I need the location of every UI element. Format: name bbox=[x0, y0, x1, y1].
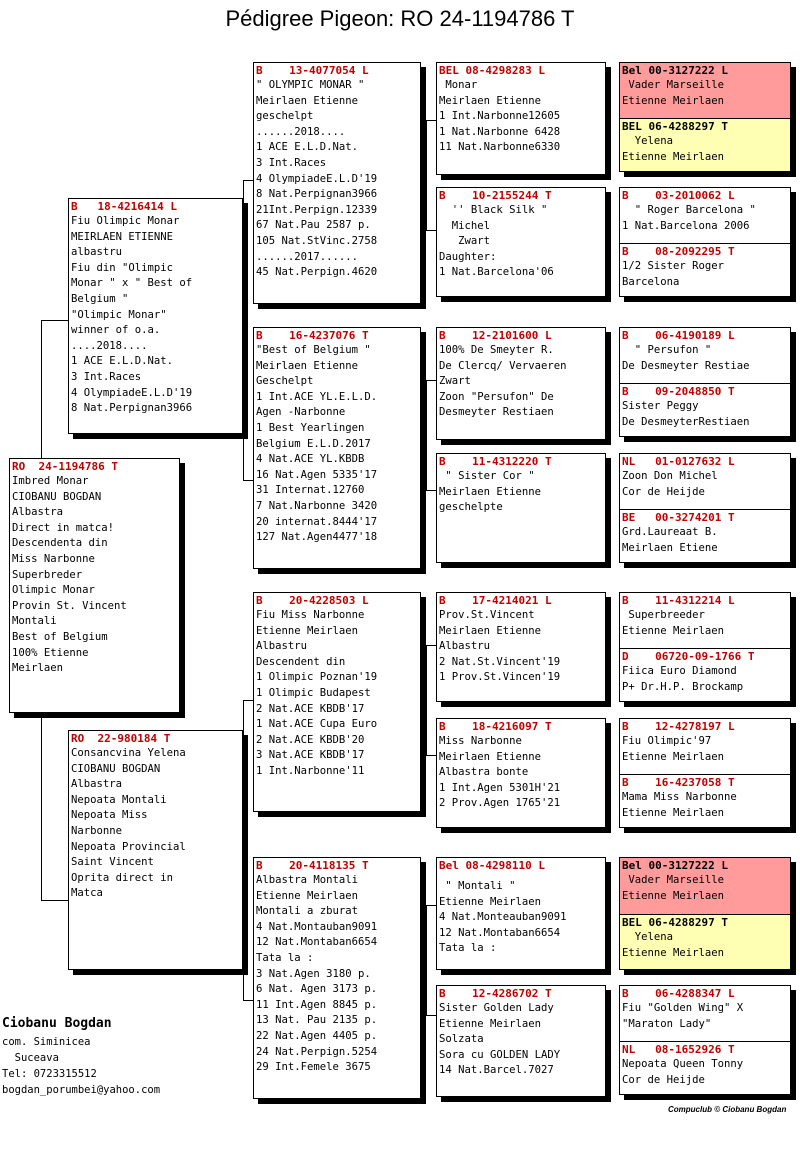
pigeon-card-gen4-pair-2 bbox=[619, 187, 791, 297]
card-line: 14 Nat.Barcel.7027 bbox=[439, 1064, 554, 1077]
connector-line bbox=[243, 180, 244, 480]
card-line: 2 Prov.Agen 1765'21 bbox=[439, 797, 561, 810]
pigeon-card-grandsire-2 bbox=[253, 592, 421, 812]
connector-line bbox=[610, 755, 611, 795]
connector-line bbox=[610, 100, 611, 150]
ring-number: NL 01-0127632 L bbox=[622, 455, 735, 468]
card-line: 1 Nat.Narbonne 6428 bbox=[439, 125, 561, 138]
card-line: De Clercq/ Vervaeren bbox=[439, 359, 567, 372]
pigeon-card-gen3-8 bbox=[436, 985, 606, 1097]
card-line: Yelena bbox=[622, 135, 674, 147]
card-line: Montali a zburat bbox=[256, 905, 359, 918]
ring-number: RO 24-1194786 T bbox=[12, 460, 118, 473]
ring-number: B 06-4190189 L bbox=[622, 329, 735, 342]
card-line: Olimpic Monar bbox=[12, 584, 95, 597]
pigeon-card-gen4-pair-3 bbox=[619, 327, 791, 437]
card-line: CIOBANU BOGDAN bbox=[12, 490, 102, 503]
card-line: Narbonne bbox=[71, 824, 123, 837]
card-line: 1 Nat.Barcelona'06 bbox=[439, 266, 554, 279]
card-line: Provin St. Vincent bbox=[12, 599, 127, 612]
card-line: 4 Nat.Monteauban9091 bbox=[439, 911, 567, 924]
card-line: Etienne Meirlaen bbox=[439, 1017, 542, 1030]
card-line: 24 Nat.Perpign.5254 bbox=[256, 1045, 378, 1058]
footer-credit: Compuclub © Ciobanu Bogdan bbox=[668, 1105, 787, 1114]
card-line: Zoon Don Michel bbox=[622, 470, 718, 482]
card-line: Nepoata Queen Tonny bbox=[622, 1058, 744, 1070]
card-line: ......2018.... bbox=[256, 125, 346, 138]
card-line: Best of Belgium bbox=[12, 630, 108, 643]
pigeon-card-gen4 bbox=[620, 986, 790, 1041]
pigeon-card-gen4 bbox=[620, 454, 790, 509]
card-line: " Sister Cor " bbox=[439, 470, 535, 482]
pigeon-card-gen4 bbox=[620, 1041, 790, 1095]
card-line: geschelpte bbox=[439, 501, 503, 514]
pigeon-card-subject bbox=[9, 458, 180, 713]
ring-number: B 12-4286702 T bbox=[439, 987, 552, 1000]
pigeon-card-gen4 bbox=[620, 63, 790, 118]
connector-line bbox=[610, 230, 611, 270]
connector-line bbox=[426, 755, 436, 756]
ring-number: NL 08-1652926 T bbox=[622, 1043, 735, 1056]
card-line: CIOBANU BOGDAN bbox=[71, 762, 161, 775]
card-line: Etienne Meirlaen bbox=[622, 750, 725, 763]
pigeon-card-gen4 bbox=[620, 509, 790, 563]
card-line: "Maraton Lady" bbox=[622, 1017, 712, 1030]
pigeon-card-dam bbox=[68, 730, 243, 970]
card-line: Miss Narbonne bbox=[439, 735, 522, 747]
owner-email: bogdan_porumbei@yahoo.com bbox=[2, 1084, 161, 1096]
card-line: Oprita direct in bbox=[71, 871, 174, 884]
card-line: Nepoata Miss bbox=[71, 809, 148, 822]
ring-number: B 16-4237058 T bbox=[622, 776, 735, 789]
card-line: " Roger Barcelona " bbox=[622, 204, 756, 216]
card-line: Tata la : bbox=[439, 942, 497, 955]
card-line: 1 Best Yearlingen bbox=[256, 421, 365, 434]
pigeon-card-gen4 bbox=[620, 118, 790, 172]
card-line: '' Black Silk " bbox=[439, 204, 548, 216]
card-line: Sora cu GOLDEN LADY bbox=[439, 1048, 561, 1061]
pigeon-card-sire bbox=[68, 198, 243, 434]
card-line: Prov.St.Vincent bbox=[439, 609, 535, 621]
card-line: Solzata bbox=[439, 1033, 484, 1046]
card-line: 100% Etienne bbox=[12, 646, 89, 659]
pigeon-card-gen3-6 bbox=[436, 718, 606, 828]
connector-line bbox=[610, 1015, 611, 1055]
pigeon-card-gen4-pair-6 bbox=[619, 718, 791, 828]
card-line: Montali bbox=[12, 615, 57, 628]
card-line: winner of o.a. bbox=[71, 324, 161, 337]
card-line: 4 Nat.Montauban9091 bbox=[256, 920, 378, 933]
card-line: Agen -Narbonne bbox=[256, 406, 346, 419]
card-line: 4 OlympiadeE.L.D'19 bbox=[256, 172, 378, 185]
card-line: Etienne Meirlaen bbox=[439, 895, 542, 908]
card-line: Meirlaen Etienne bbox=[439, 750, 542, 763]
card-line: Fiu din "Olimpic bbox=[71, 261, 174, 274]
pigeon-card-gen4-pair-1 bbox=[619, 62, 791, 172]
card-line: Etienne Meirlaen bbox=[622, 150, 725, 163]
card-line: MEIRLAEN ETIENNE bbox=[71, 230, 174, 243]
card-line: Grd.Laureaat B. bbox=[622, 526, 718, 538]
pigeon-card-gen4 bbox=[620, 774, 790, 828]
card-line: Superbreder bbox=[12, 568, 83, 581]
ring-number: B 03-2010062 L bbox=[622, 189, 735, 202]
pigeon-card-gen4 bbox=[620, 328, 790, 383]
card-line: 1 ACE E.L.D.Nat. bbox=[71, 355, 174, 368]
card-line: Meirlaen Etienne bbox=[439, 94, 542, 107]
card-line: 1 Int.ACE YL.E.L.D. bbox=[256, 390, 378, 403]
connector-line bbox=[426, 905, 436, 906]
card-line: Meirlaen bbox=[12, 662, 64, 675]
card-line: Direct in matca! bbox=[12, 521, 115, 534]
connector-line bbox=[426, 645, 427, 755]
pigeon-card-gen3-4 bbox=[436, 453, 606, 563]
pigeon-card-gen4-pair-4 bbox=[619, 453, 791, 563]
pigeon-card-gen3-7 bbox=[436, 857, 606, 970]
connector-line bbox=[610, 625, 611, 675]
connector-line bbox=[41, 320, 42, 460]
page-title: Pédigree Pigeon: RO 24-1194786 T bbox=[225, 6, 575, 31]
card-line: ....2018.... bbox=[71, 339, 148, 352]
connector-line bbox=[426, 230, 436, 231]
card-line: 12 Nat.Montaban6654 bbox=[256, 936, 378, 949]
connector-line bbox=[610, 885, 611, 935]
connector-line bbox=[41, 900, 68, 901]
card-line: " Persufon " bbox=[622, 344, 712, 356]
card-line: Cor de Heijde bbox=[622, 485, 705, 498]
card-line: 1 Nat.Barcelona 2006 bbox=[622, 219, 750, 232]
card-line: Nepoata Provincial bbox=[71, 840, 186, 853]
ring-number: D 06720-09-1766 T bbox=[622, 650, 755, 663]
card-line: Etienne Meirlaen bbox=[256, 624, 359, 637]
pigeon-card-gen3-2 bbox=[436, 187, 606, 297]
ring-number: BEL 08-4298283 L bbox=[439, 64, 545, 77]
card-line: Consancvina Yelena bbox=[71, 747, 186, 759]
card-line: 31 Internat.12760 bbox=[256, 484, 365, 497]
connector-line bbox=[243, 480, 253, 481]
card-line: Meirlaen Etienne bbox=[439, 485, 542, 498]
card-line: Michel bbox=[439, 219, 491, 232]
card-line: Monar " x " Best of bbox=[71, 277, 193, 290]
card-line: 11 Int.Agen 8845 p. bbox=[256, 998, 378, 1011]
card-line: Desmeyter Restiaen bbox=[439, 406, 554, 419]
card-line: De DesmeyterRestiaen bbox=[622, 415, 750, 428]
card-line: 3 Nat.Agen 3180 p. bbox=[256, 967, 371, 980]
card-line: albastru bbox=[71, 246, 123, 259]
card-line: Descendenta din bbox=[12, 537, 108, 550]
card-line: Sister Golden Lady bbox=[439, 1002, 554, 1014]
ring-number: B 12-2101600 L bbox=[439, 329, 552, 342]
pigeon-card-gen3-1 bbox=[436, 62, 606, 175]
card-line: Matca bbox=[71, 887, 103, 900]
ring-number: B 09-2048850 T bbox=[622, 385, 735, 398]
card-line: Meirlaen Etienne bbox=[439, 624, 542, 637]
card-line: 8 Nat.Perpignan3966 bbox=[71, 402, 193, 415]
card-line: Fiu Olimpic'97 bbox=[622, 735, 712, 747]
ring-number: BEL 06-4288297 T bbox=[622, 120, 728, 133]
owner-address: com. Siminicea bbox=[2, 1036, 91, 1048]
pigeon-card-gen4-pair-7 bbox=[619, 857, 791, 970]
ring-number: B 20-4118135 T bbox=[256, 859, 369, 872]
card-line: 16 Nat.Agen 5335'17 bbox=[256, 468, 378, 481]
card-line: 3 Int.Races bbox=[71, 370, 142, 383]
pigeon-card-gen4 bbox=[620, 858, 790, 914]
pigeon-card-gen3-5 bbox=[436, 592, 606, 702]
card-line: "Olimpic Monar" bbox=[71, 308, 167, 321]
ring-number: B 11-4312214 L bbox=[622, 594, 735, 607]
card-line: Yelena bbox=[622, 931, 674, 943]
card-line: 100% De Smeyter R. bbox=[439, 344, 554, 356]
connector-line bbox=[243, 1000, 253, 1001]
card-line: Superbreeder bbox=[622, 609, 705, 621]
card-line: 4 Nat.ACE YL.KBDB bbox=[256, 453, 365, 466]
connector-line bbox=[426, 490, 436, 491]
card-line: Etienne Meirlaen bbox=[622, 889, 725, 902]
ring-number: BEL 06-4288297 T bbox=[622, 916, 728, 929]
card-line: 2 Nat.ACE KBDB'17 bbox=[256, 702, 365, 715]
pigeon-card-gen4 bbox=[620, 719, 790, 774]
card-line: Meirlaen Etiene bbox=[622, 541, 718, 554]
card-line: 1 Int.Narbonne12605 bbox=[439, 110, 561, 123]
card-line: Zoon "Persufon" De bbox=[439, 390, 554, 403]
ring-number: B 11-4312220 T bbox=[439, 455, 552, 468]
card-line: Meirlaen Etienne bbox=[256, 94, 359, 107]
card-line: Barcelona bbox=[622, 275, 680, 288]
connector-line bbox=[610, 490, 611, 530]
card-line: 22 Nat.Agen 4405 p. bbox=[256, 1029, 378, 1042]
connector-line bbox=[426, 1015, 436, 1016]
card-line: 8 Nat.Perpignan3966 bbox=[256, 188, 378, 201]
card-line: 1 Nat.ACE Cupa Euro bbox=[256, 718, 378, 731]
pigeon-card-gen3-3 bbox=[436, 327, 606, 440]
connector-line bbox=[243, 700, 244, 1000]
ring-number: B 18-4216097 T bbox=[439, 720, 552, 733]
card-line: Sister Peggy bbox=[622, 400, 699, 412]
card-line: 2 Nat.St.Vincent'19 bbox=[439, 655, 561, 668]
card-line: Albastra bonte bbox=[439, 766, 529, 779]
connector-line bbox=[426, 380, 436, 381]
card-line: 1 Prov.St.Vincen'19 bbox=[439, 671, 561, 684]
card-line: 67 Nat.Pau 2587 p. bbox=[256, 219, 371, 232]
connector-line bbox=[243, 700, 253, 701]
card-line: Etienne Meirlaen bbox=[622, 624, 725, 637]
card-line: Albastra bbox=[71, 778, 123, 791]
ring-number: B 12-4278197 L bbox=[622, 720, 735, 733]
ring-number: B 18-4216414 L bbox=[71, 200, 177, 213]
card-line: 1 ACE E.L.D.Nat. bbox=[256, 141, 359, 154]
card-line: Tata la : bbox=[256, 951, 314, 964]
card-line: Fiica Euro Diamond bbox=[622, 665, 737, 677]
card-line: 12 Nat.Montaban6654 bbox=[439, 926, 561, 939]
ring-number: B 20-4228503 L bbox=[256, 594, 369, 607]
owner-phone: Tel: 0723315512 bbox=[2, 1068, 97, 1080]
card-line: P+ Dr.H.P. Brockamp bbox=[622, 680, 744, 693]
ring-number: Bel 00-3127222 L bbox=[622, 859, 728, 872]
connector-line bbox=[41, 700, 42, 900]
connector-line bbox=[426, 120, 436, 121]
card-line: Albastru bbox=[439, 640, 491, 653]
pigeon-card-gen4 bbox=[620, 383, 790, 437]
card-line: 1 Olimpic Poznan'19 bbox=[256, 671, 378, 684]
card-line: Descendent din bbox=[256, 655, 346, 668]
card-line: 127 Nat.Agen4477'18 bbox=[256, 531, 378, 544]
pigeon-card-gen4 bbox=[620, 593, 790, 648]
card-line: Vader Marseille bbox=[622, 79, 725, 91]
card-line: Albastru bbox=[256, 640, 308, 653]
card-line: Fiu Miss Narbonne bbox=[256, 609, 365, 621]
card-line: Etienne Meirlaen bbox=[622, 94, 725, 107]
card-line: 3 Int.Races bbox=[256, 156, 327, 169]
card-line: Meirlaen Etienne bbox=[256, 359, 359, 372]
card-line: Imbred Monar bbox=[12, 475, 89, 487]
card-line: Belgium " bbox=[71, 292, 129, 305]
card-line: 45 Nat.Perpign.4620 bbox=[256, 266, 378, 279]
owner-info bbox=[2, 1014, 160, 1098]
card-line: 1 Olimpic Budapest bbox=[256, 686, 371, 699]
ring-number: B 17-4214021 L bbox=[439, 594, 552, 607]
card-line: " OLYMPIC MONAR " bbox=[256, 79, 365, 91]
card-line: 11 Nat.Narbonne6330 bbox=[439, 141, 561, 154]
card-line: "Best of Belgium " bbox=[256, 344, 371, 356]
card-line: 7 Nat.Narbonne 3420 bbox=[256, 499, 378, 512]
pigeon-card-gen4 bbox=[620, 243, 790, 297]
card-line: 2 Nat.ACE KBDB'20 bbox=[256, 733, 365, 746]
card-line: 3 Nat.ACE KBDB'17 bbox=[256, 749, 365, 762]
ring-number: B 06-4288347 L bbox=[622, 987, 735, 1000]
owner-address: Suceava bbox=[2, 1052, 59, 1064]
pigeon-card-gen4 bbox=[620, 648, 790, 702]
pigeon-card-grandsire-1 bbox=[253, 62, 421, 304]
card-line: Zwart bbox=[439, 375, 471, 388]
card-line: Albastra bbox=[12, 506, 64, 519]
connector-line bbox=[426, 905, 427, 1015]
pigeon-card-granddam-1 bbox=[253, 327, 421, 569]
pigeon-card-gen4-pair-5 bbox=[619, 592, 791, 702]
card-line: 6 Nat. Agen 3173 p. bbox=[256, 983, 378, 996]
card-line: Saint Vincent bbox=[71, 856, 154, 869]
connector-line bbox=[243, 180, 253, 181]
owner-name: Ciobanu Bogdan bbox=[2, 1016, 112, 1031]
card-line: De Desmeyter Restiae bbox=[622, 359, 750, 372]
card-line: 13 Nat. Pau 2135 p. bbox=[256, 1014, 378, 1027]
card-line: Monar bbox=[439, 79, 478, 91]
pigeon-card-gen4-pair-8 bbox=[619, 985, 791, 1095]
pigeon-card-gen4 bbox=[620, 914, 790, 970]
card-line: 29 Int.Femele 3675 bbox=[256, 1061, 371, 1074]
connector-line bbox=[426, 645, 436, 646]
card-line: Belgium E.L.D.2017 bbox=[256, 437, 371, 450]
card-line: 105 Nat.StVinc.2758 bbox=[256, 234, 378, 247]
ring-number: B 10-2155244 T bbox=[439, 189, 552, 202]
card-line: 21Int.Perpign.12339 bbox=[256, 203, 378, 216]
card-line: 20 internat.8444'17 bbox=[256, 515, 378, 528]
card-line: Albastra Montali bbox=[256, 874, 359, 886]
ring-number: BE 00-3274201 T bbox=[622, 511, 735, 524]
ring-number: RO 22-980184 T bbox=[71, 732, 171, 745]
card-line: Vader Marseille bbox=[622, 874, 725, 886]
card-line: Fiu Olimpic Monar bbox=[71, 215, 180, 227]
card-line: " Montali " bbox=[439, 880, 516, 892]
card-line: 1/2 Sister Roger bbox=[622, 260, 725, 272]
card-line: Daughter: bbox=[439, 250, 497, 263]
card-line: 1 Int.Narbonne'11 bbox=[256, 764, 365, 777]
ring-number: B 13-4077054 L bbox=[256, 64, 369, 77]
card-line: Miss Narbonne bbox=[12, 552, 95, 565]
card-line: Zwart bbox=[439, 235, 491, 248]
connector-line bbox=[41, 320, 68, 321]
card-line: Etienne Meirlaen bbox=[256, 889, 359, 902]
connector-line bbox=[610, 360, 611, 410]
card-line: Etienne Meirlaen bbox=[622, 806, 725, 819]
card-line: ......2017...... bbox=[256, 250, 359, 263]
card-line: 1 Int.Agen 5301H'21 bbox=[439, 781, 561, 794]
card-line: Etienne Meirlaen bbox=[622, 946, 725, 959]
card-line: Nepoata Montali bbox=[71, 793, 167, 806]
card-line: 4 OlympiadeE.L.D'19 bbox=[71, 386, 193, 399]
connector-line bbox=[426, 120, 427, 230]
card-line: Fiu "Golden Wing" X bbox=[622, 1002, 744, 1014]
ring-number: Bel 08-4298110 L bbox=[439, 859, 545, 872]
card-line: Cor de Heijde bbox=[622, 1073, 705, 1086]
ring-number: B 16-4237076 T bbox=[256, 329, 369, 342]
card-line: geschelpt bbox=[256, 110, 314, 123]
ring-number: Bel 00-3127222 L bbox=[622, 64, 728, 77]
ring-number: B 08-2092295 T bbox=[622, 245, 735, 258]
pigeon-card-granddam-2 bbox=[253, 857, 421, 1099]
card-line: Mama Miss Narbonne bbox=[622, 791, 737, 803]
pigeon-card-gen4 bbox=[620, 188, 790, 243]
card-line: Geschelpt bbox=[256, 375, 314, 388]
connector-line bbox=[426, 380, 427, 490]
